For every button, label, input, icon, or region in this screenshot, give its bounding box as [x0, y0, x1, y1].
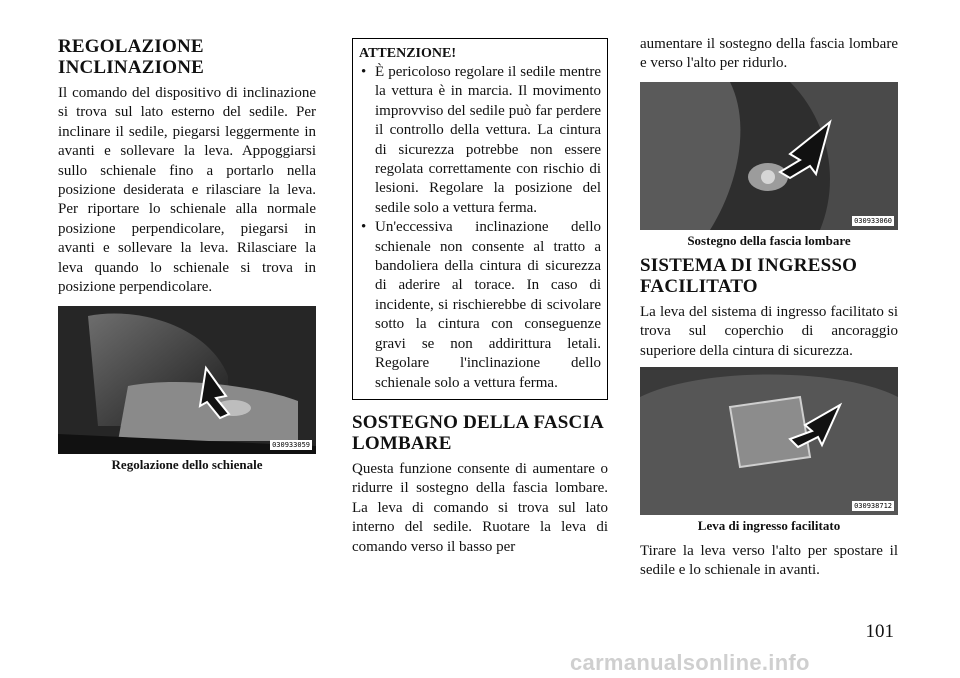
- heading-recline: REGOLAZIONE INCLINAZIONE: [58, 36, 204, 78]
- figure-code: 030938712: [854, 502, 892, 511]
- warning-list: [359, 63, 601, 393]
- warning-box: [352, 38, 608, 400]
- heading-lumbar: SOSTEGNO DELLA FASCIA LOMBARE: [352, 411, 603, 454]
- column-3: [640, 0, 898, 581]
- watermark: carmanualsonline.info: [570, 650, 810, 675]
- paragraph-easy-entry-2: Tirare la leva verso l'alto per spostare il sedile e lo schienale in avanti.: [640, 543, 898, 579]
- easy-entry-image: [640, 367, 898, 515]
- column-2: [352, 0, 608, 557]
- column-1: [58, 0, 316, 473]
- seat-side-image: [58, 306, 316, 454]
- warning-item: • È pericoloso regolare il sedile mentre la vettura è in marcia. Il movimento improvviso del sedile può far perdere il controllo della vettura. La cintura di sicurezza potrebbe non essere regolata correttamente con rischio di lesioni. Regolare la posizione del sedile solo a vettura ferma.: [359, 63, 601, 218]
- heading-easy-entry: SISTEMA DI INGRESSO FACILITATO: [640, 254, 858, 297]
- paragraph-lumbar-cont: aumentare il sostegno della fascia lombare e verso l'alto per ridurlo.: [640, 36, 898, 72]
- figure-caption: Regolazione dello schienale: [111, 457, 263, 473]
- paragraph-easy-entry: La leva del sistema di ingresso facilitato si trova sul coperchio di ancoraggio superiore della cintura di sicurezza.: [640, 303, 898, 359]
- figure-caption: Leva di ingresso facilitato: [697, 518, 841, 534]
- figure-seatback-adjust: [58, 306, 316, 454]
- figure-easy-entry: [640, 367, 898, 515]
- figure-code: 030933060: [854, 216, 892, 225]
- warning-title: ATTENZIONE!: [359, 46, 456, 61]
- figure-lumbar: [640, 82, 898, 230]
- paragraph-recline: Il comando del dispositivo di inclinazione si trova sul lato esterno del sedile. Per inclinare il sedile, piegarsi leggermente in avanti e sollevare la leva. Appoggiarsi sullo schienale fino a portarlo nella posizione desiderata e rilasciare la leva. Per riportare lo schienale alla normale posizione perpendicolare, piegarsi in avanti e sollevare la leva. Rilasciare la leva quando lo schienale si trova in posizione perpendicolare.: [58, 85, 316, 296]
- warning-item: • Un'eccessiva inclinazione dello schienale non consente al tratto a bandoliera della cintura di sicurezza di aderire al torace. In caso di incidente, si rischierebbe di scivolare sotto la cintura con conseguenze gravi se non addirittura letali. Regolare l'inclinazione dello schienale solo a vettura ferma.: [359, 218, 601, 393]
- figure-code: 030933059: [272, 441, 310, 450]
- paragraph-lumbar: Questa funzione consente di aumentare o ridurre il sostegno della fascia lombare. La leva di comando si trova sul lato interno del sedile. Ruotare la leva di comando verso il basso per: [352, 460, 608, 555]
- page-number: 101: [865, 621, 894, 642]
- figure-caption: Sostegno della fascia lombare: [687, 232, 851, 248]
- lumbar-image: [640, 82, 898, 230]
